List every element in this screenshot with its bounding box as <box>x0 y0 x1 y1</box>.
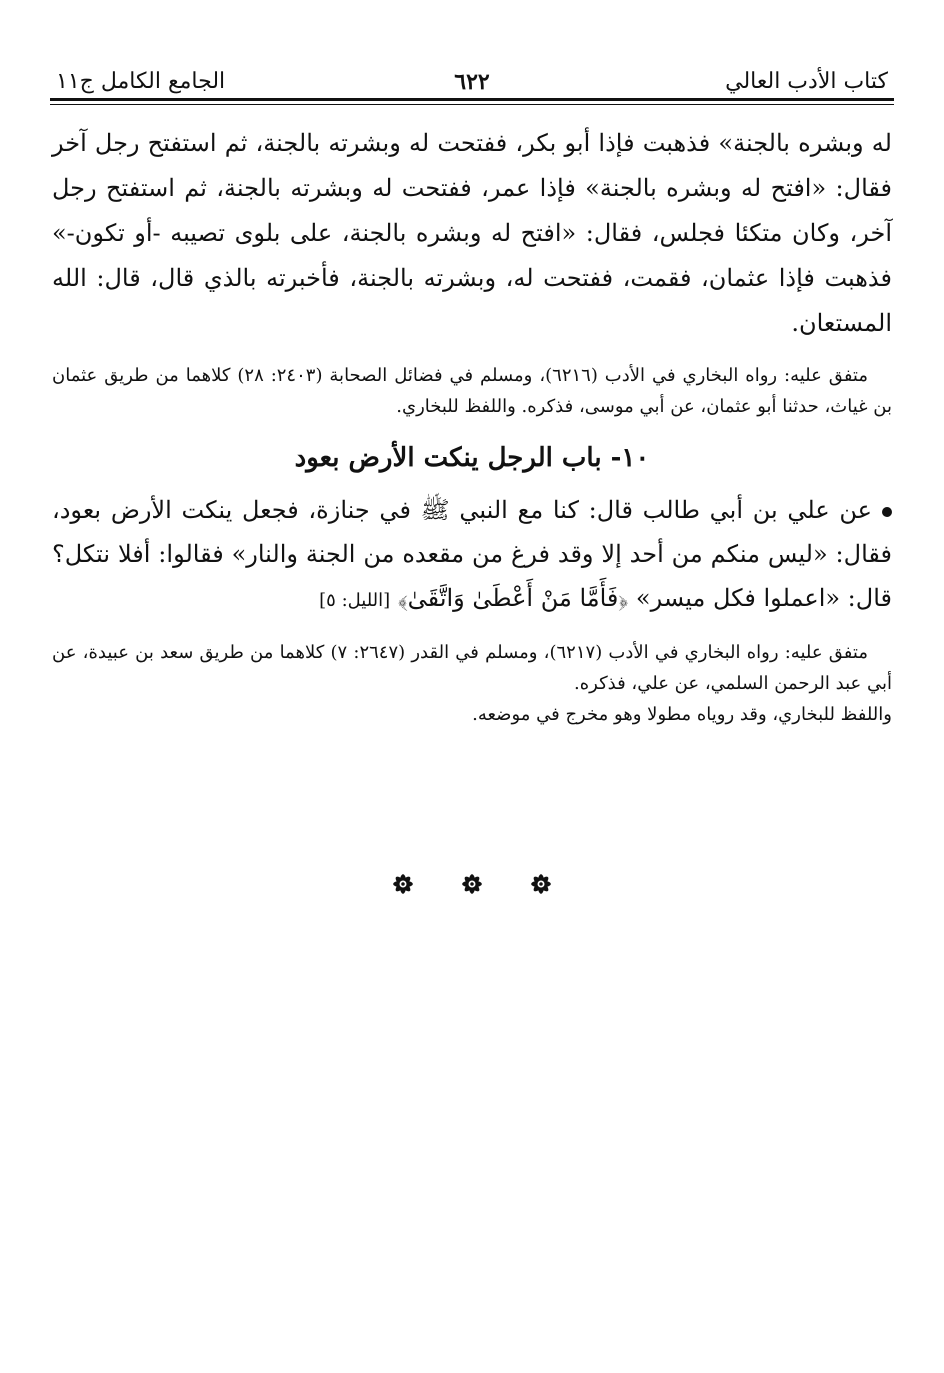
flower-ornament-icon <box>527 870 555 898</box>
section-heading: ١٠- باب الرجل ينكت الأرض بعود <box>294 443 650 473</box>
verse-reference: [الليل: ٥] <box>319 590 391 611</box>
running-header <box>50 40 894 95</box>
page-number: ٦٢٢ <box>454 69 490 95</box>
takhrij-note-2 <box>52 637 892 730</box>
header-rule-thin <box>50 104 894 105</box>
book-page <box>50 40 894 730</box>
header-rule-thick <box>50 98 894 101</box>
hadith-paragraph <box>52 488 892 623</box>
ornament-divider <box>0 870 944 898</box>
hadith-text: عن علي بن أبي طالب قال: كنا مع النبي ﷺ في جنازة، فجعل ينكت الأرض بعود، فقال: «ليس منكم من أحد إلا وقد فرغ من مقعده من الجنة والنار» فقالوا: أفلا نتكل؟ قال: «اعملوا فكل ميسر» ﴿فَأَمَّا مَنْ أَعْطَىٰ وَاتَّقَىٰ﴾ <box>52 496 892 612</box>
takhrij-note-1: متفق عليه: رواه البخاري في الأدب (٦٢١٦)، ومسلم في فضائل الصحابة (٢٤٠٣: ٢٨) كلاهما من طريق عثمان بن غياث، حدثنا أبو عثمان، عن أبي موسى، فذكره. واللفظ للبخاري. <box>52 365 892 417</box>
volume-title: الجامع الكامل ج١١ <box>56 69 226 94</box>
takhrij-note-2-line-1: متفق عليه: رواه البخاري في الأدب (٦٢١٧)، ومسلم في القدر (٢٦٤٧: ٧) كلاهما من طريق سعد بن عبيدة، عن أبي عبد الرحمن السلمي، عن علي، فذكره. <box>52 642 892 694</box>
takhrij-note-2-line-2: واللفظ للبخاري، وقد روياه مطولا وهو مخرج في موضعه. <box>472 704 892 725</box>
flower-ornament-icon <box>458 870 486 898</box>
book-title: كتاب الأدب العالي <box>725 69 888 94</box>
bullet-icon <box>882 507 892 517</box>
flower-ornament-icon <box>389 870 417 898</box>
continued-hadith-text: له وبشره بالجنة» فذهبت فإذا أبو بكر، ففتحت له وبشرته بالجنة، ثم استفتح رجل آخر فقال: «افتح له وبشره بالجنة» فإذا عمر، ففتحت له وبشرته بالجنة، ثم استفتح رجل آخر، وكان متكئا فجلس، فقال: «افتح له وبشره بالجنة، على بلوى تصيبه -أو تكون-» فذهبت فإذا عثمان، فقمت، ففتحت له، وبشرته بالجنة، فأخبرته بالذي قال، قال: الله المستعان. <box>52 129 893 337</box>
